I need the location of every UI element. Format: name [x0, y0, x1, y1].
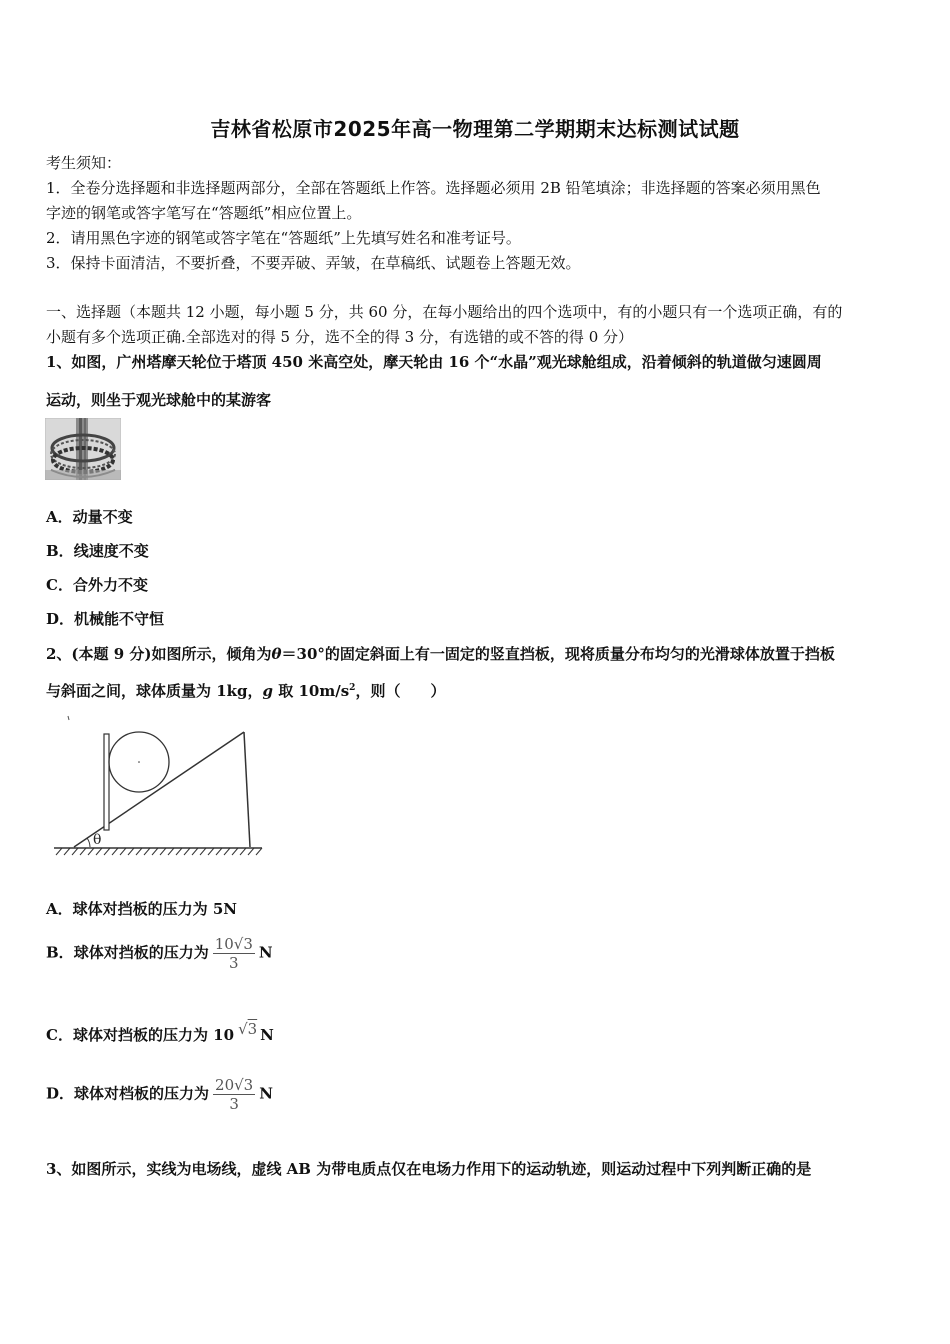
option-label: D．	[46, 1084, 75, 1103]
theta-symbol: θ	[271, 645, 282, 663]
option-label: D．	[46, 610, 75, 628]
q2-text: 与斜面之间，球体质量为 1kg，	[46, 682, 263, 700]
option-label: B．	[46, 542, 74, 560]
q2-text: 取 10m/s	[273, 682, 350, 700]
radical: √3	[238, 1020, 258, 1038]
page-title: 吉林省松原市2025年高一物理第二学期期末达标测试试题	[210, 117, 740, 141]
fraction-numerator: 10√3	[214, 935, 253, 953]
option-text: 动量不变	[72, 508, 133, 526]
q2-text: ，则（ ）	[355, 682, 446, 700]
section-instructions-2: 小题有多个选项正确.全部选对的得 5 分，选不全的得 3 分，有选错的或不答的得 0 分）	[46, 328, 634, 346]
unit: N	[260, 1026, 274, 1044]
notice-heading: 考生须知：	[46, 154, 122, 172]
fraction-numerator: 20√3	[215, 1076, 254, 1094]
incline-ball-diagram	[50, 714, 265, 862]
fraction-denominator: 3	[229, 954, 239, 972]
unit: N	[258, 943, 273, 962]
option-label: A．	[46, 900, 73, 918]
radicand: 3	[247, 1020, 258, 1038]
question-2-line-1	[46, 643, 835, 664]
option-text: 球体对挡板的压力为 10	[72, 1026, 235, 1044]
q2-option-a[interactable]	[46, 898, 237, 919]
section-instructions-1: 一、选择题（本题共 12 小题，每小题 5 分，共 60 分，在每小题给出的四个选项中，有的小题只有一个选项正确，有的	[46, 303, 843, 321]
notice-line-2: 字迹的钢笔或答字笔写在“答题纸”相应位置上。	[46, 204, 362, 222]
q2-option-b[interactable]	[46, 935, 273, 972]
option-text: 合外力不变	[72, 576, 148, 594]
unit: N	[259, 1084, 273, 1103]
q1-option-d[interactable]	[46, 608, 164, 629]
q2-option-d[interactable]	[46, 1076, 273, 1113]
option-text: 球体对挡板的压力为	[73, 943, 209, 962]
question-1-line-2: 运动，则坐于观光球舱中的某游客	[46, 391, 272, 409]
question-1-line-1: 1、如图，广州塔摩天轮位于塔顶 450 米高空处，摩天轮由 16 个“水晶”观光球舱组成，沿着倾斜的轨道做匀速圆周	[46, 353, 822, 371]
ferris-wheel-photo	[45, 418, 121, 480]
fraction	[213, 1076, 255, 1113]
option-label: C．	[46, 1026, 73, 1044]
superscript: 2	[349, 683, 356, 693]
fraction-denominator: 3	[229, 1095, 239, 1113]
fraction	[213, 935, 255, 972]
notice-line-3: 2．请用黑色字迹的钢笔或答字笔在“答题纸”上先填写姓名和准考证号。	[46, 229, 521, 247]
question-2-line-2	[46, 680, 445, 701]
q1-option-b[interactable]	[46, 540, 149, 561]
option-text: 机械能不守恒	[74, 610, 165, 628]
option-label: C．	[46, 576, 73, 594]
option-label: B．	[46, 943, 74, 962]
notice-line-1: 1．全卷分选择题和非选择题两部分，全部在答题纸上作答。选择题必须用 2B 铅笔填涂；非选择题的答案必须用黑色	[46, 179, 821, 197]
option-text: 线速度不变	[73, 542, 149, 560]
q2-text: 2、(本题 9 分)如图所示，倾角为	[46, 645, 272, 663]
q2-text: ＝30°的固定斜面上有一固定的竖直挡板，现将质量分布均匀的光滑球体放置于挡板	[281, 645, 835, 663]
q1-option-c[interactable]	[46, 574, 148, 595]
option-label: A．	[46, 508, 73, 526]
q2-option-c[interactable]	[46, 1020, 274, 1045]
option-text: 球体对挡板的压力为 5N	[72, 900, 238, 918]
q1-option-a[interactable]	[46, 506, 133, 527]
question-3-line-1: 3、如图所示，实线为电场线，虚线 AB 为带电质点仅在电场力作用下的运动轨迹，则运动过程中下列判断正确的是	[46, 1160, 812, 1178]
g-symbol: g	[262, 682, 274, 700]
option-text: 球体对档板的压力为	[74, 1084, 210, 1103]
notice-line-4: 3．保持卡面清洁，不要折叠，不要弄破、弄皱，在草稿纸、试题卷上答题无效。	[46, 254, 581, 272]
theta-label: θ	[93, 832, 102, 848]
